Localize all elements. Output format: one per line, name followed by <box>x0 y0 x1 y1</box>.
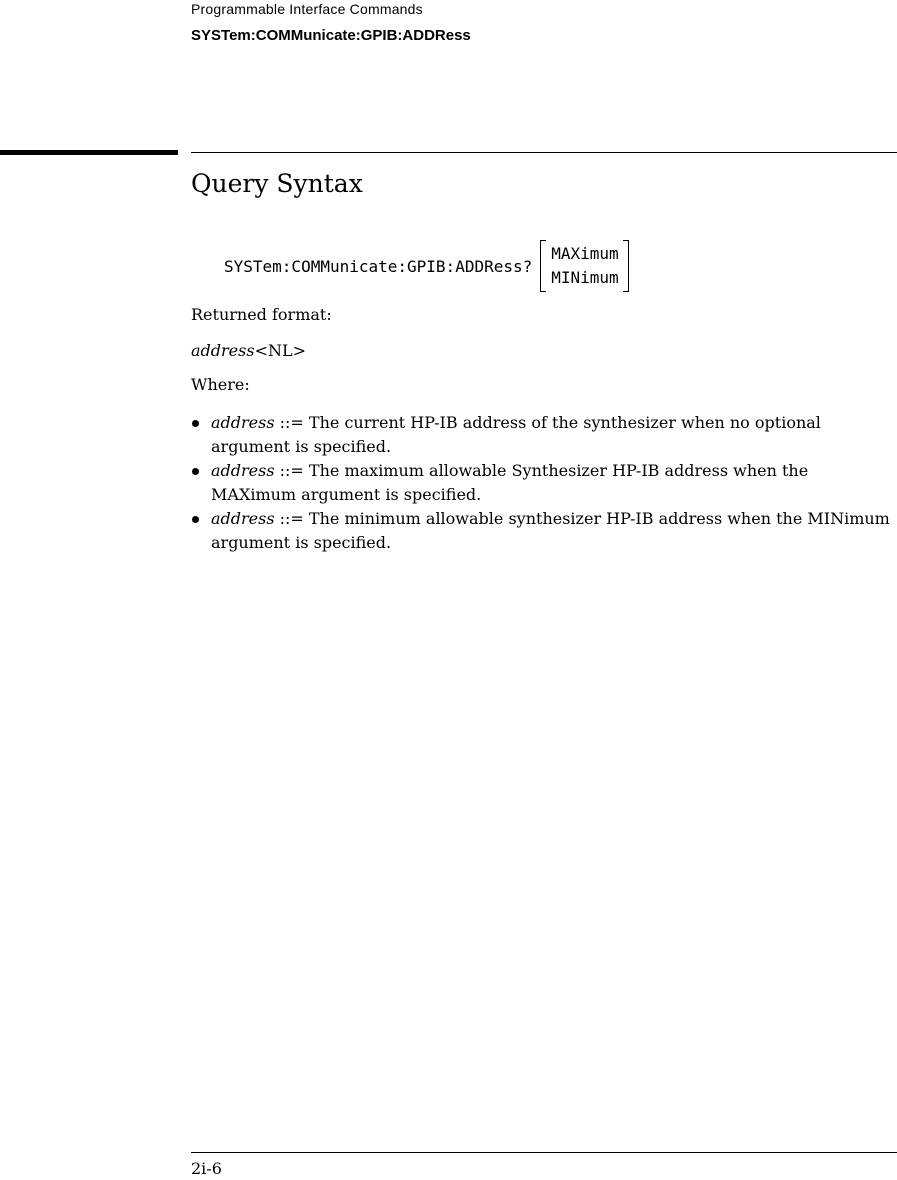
where-label: Where: <box>191 375 250 394</box>
syntax-block <box>224 240 629 292</box>
definition-operator: ::= <box>274 509 309 528</box>
command-title: SYSTem:COMMunicate:GPIB:ADDRess <box>191 27 471 44</box>
syntax-command: SYSTem:COMMunicate:GPIB:ADDRess? <box>224 256 533 276</box>
definition-list <box>191 411 897 555</box>
format-suffix: <NL> <box>254 341 306 360</box>
running-header <box>191 0 471 45</box>
footer-divider <box>191 1152 897 1153</box>
definition-operator: ::= <box>274 461 309 480</box>
definition-term: address <box>211 461 275 480</box>
bullet-icon <box>192 468 199 475</box>
bullet-icon <box>192 516 199 523</box>
bullet-icon <box>192 420 199 427</box>
definition-term: address <box>211 509 275 528</box>
section-title: Query Syntax <box>191 169 363 198</box>
page-number: 2i-6 <box>191 1159 222 1178</box>
format-term: address <box>191 341 255 360</box>
definition-text: The maximum allowable Synthesizer HP-IB address when the MAXimum argument is specified. <box>211 461 809 504</box>
syntax-option-maximum: MAXimum <box>551 244 619 263</box>
returned-format-label: Returned format: <box>191 305 332 324</box>
definition-text: The minimum allowable synthesizer HP-IB address when the MINimum argument is specified. <box>211 509 890 552</box>
definition-operator: ::= <box>274 413 309 432</box>
definition-term: address <box>211 413 275 432</box>
definition-item <box>191 459 897 507</box>
definition-item <box>191 411 897 459</box>
definition-text: The current HP-IB address of the synthesizer when no optional argument is specified. <box>211 413 821 456</box>
section-divider <box>191 152 897 153</box>
syntax-option-minimum: MINimum <box>551 268 619 287</box>
chapter-title: Programmable Interface Commands <box>191 1 423 17</box>
section-marker-bar <box>0 150 178 155</box>
returned-format <box>191 340 306 362</box>
definition-item <box>191 507 897 555</box>
syntax-option-bracket <box>540 240 628 292</box>
